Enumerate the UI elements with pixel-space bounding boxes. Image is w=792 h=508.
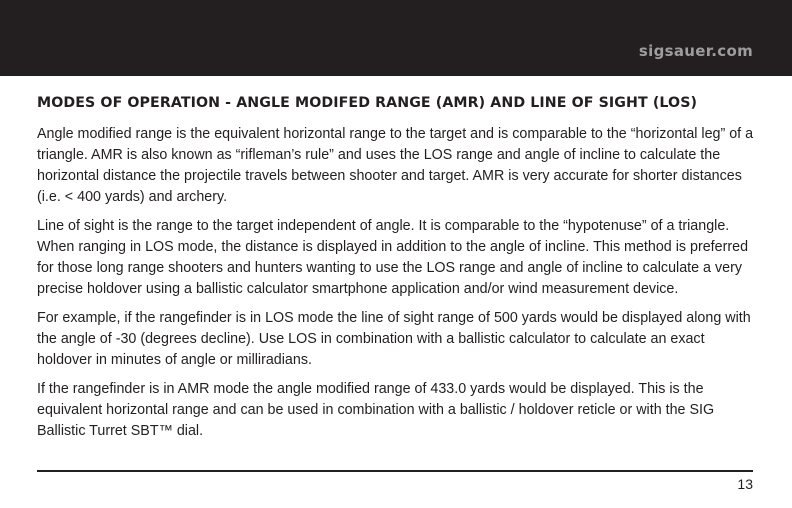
section-heading: MODES OF OPERATION - ANGLE MODIFED RANGE (AMR) AND LINE OF SIGHT (LOS)	[37, 95, 698, 111]
main-content	[37, 93, 759, 450]
header-bar	[0, 0, 792, 76]
paragraph-example-los: For example, if the rangefinder is in LOS mode the line of sight range of 500 yards would be displayed along with the angle of -30 (degrees decline). Use LOS in combination with a ballistic calculator to calculate an exact holdover in minutes of angle or milliradians.	[37, 310, 751, 368]
page-number: 13	[737, 476, 753, 492]
paragraph-example-amr: If the rangefinder is in AMR mode the angle modified range of 433.0 yards would be displayed. This is the equivalent horizontal range and can be used in combination with a ballistic / holdover reticle or with the SIG Ballistic Turret SBT™ dial.	[37, 381, 715, 439]
paragraph-los: Line of sight is the range to the target independent of angle. It is comparable to the “hypotenuse” of a triangle. When ranging in LOS mode, the distance is displayed in addition to the angle of incline. This method is preferred for those long range shooters and hunters wanting to use the LOS range and angle of incline to calculate a very precise holdover using a ballistic calculator smartphone application and/or wind measurement device.	[37, 218, 749, 297]
footer-divider	[37, 470, 753, 472]
paragraph-amr: Angle modified range is the equivalent horizontal range to the target and is comparable to the “horizontal leg” of a triangle. AMR is also known as “rifleman’s rule” and uses the LOS range and angle of incline to calculate the horizontal distance the projectile travels between shooter and target. AMR is very accurate for shorter distances (i.e. < 400 yards) and archery.	[37, 126, 754, 205]
site-url: sigsauer.com	[638, 42, 753, 60]
